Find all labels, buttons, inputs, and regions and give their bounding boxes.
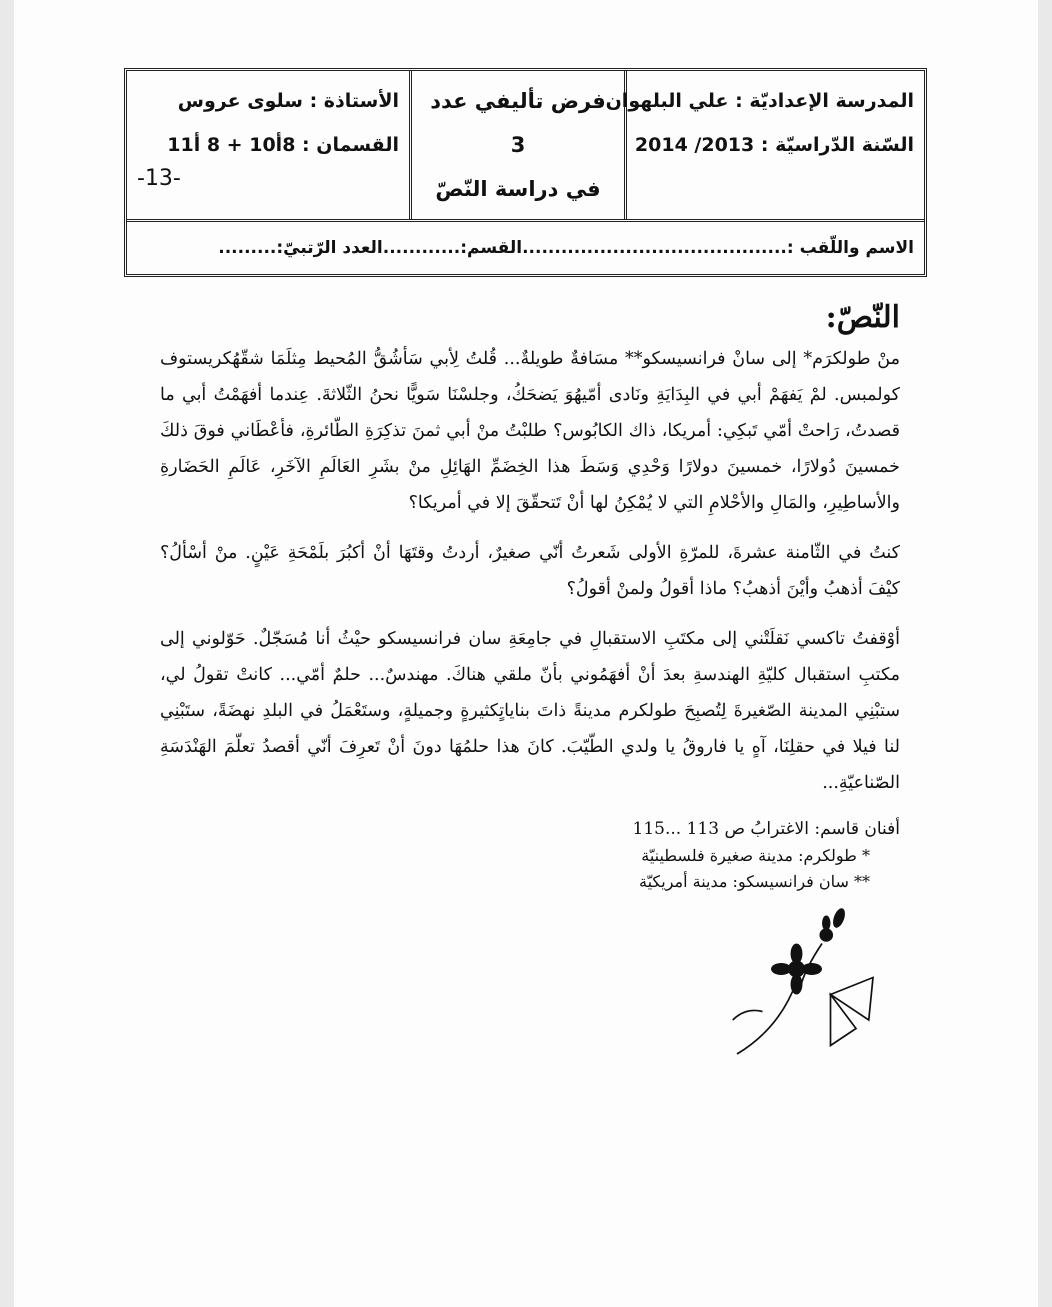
paragraph: منْ طولكرَم* إلى سانْ فرانسيسكو** مسَافةٌ طويلةٌ... قُلتُ لِأبي سَأشُقُّ المُحيط مِثلَمَا شقّهُكريستوف كولمبس. لمْ يَفهَمْ أبي في البِدَايَةِ ونَادى أمّيهُوَ يَضحَكُ، وجلسْنَا سَويًّا نحنُ الثّلاثةَ. عِندما أفهَمْتُ أبي ما قصدتُ، رَاحتْ أمّي تَبكِي: أمريكا، ذاك الكابُوس؟ طلبْتُ منْ أبي ثمنَ تذكِرَةِ الطّائرةِ، فأعْطَاني فوقَ ذلكَ خمسينَ دُولارًا، خمسينَ دولارًا وَحْدِي وَسَطَ هذا الخِضَمِّ الهَائِلِ منْ بشَرِ العَالَمِ الآخَرِ، عَالَمِ الحَضَارةِ والأساطِيرِ، والمَالِ والأحْلامِ التي لا يُمْكِنُ لها أنْ تَتحقّقَ إلا في أمريكا؟ <box>160 349 900 513</box>
flower-butterfly-icon <box>720 901 890 1071</box>
teacher-info <box>127 71 409 219</box>
school-name: المدرسة الإعداديّة : علي البلهوان <box>605 90 914 112</box>
exam-header <box>124 68 927 277</box>
exam-info <box>409 71 624 219</box>
flower-area <box>160 901 900 1071</box>
student-info-line: الاسم واللّقب :.........................................القسم:............العدد الرّتبيّ:......... <box>218 238 914 258</box>
teacher-name: الأستاذة : سلوى عروس <box>177 90 399 112</box>
classes: القسمان : 8أ10 + 8 أ11 <box>167 134 399 156</box>
text-title: النّصّ: <box>825 300 900 335</box>
source-citation: أفنان قاسم: الاغترابُ ص 113 ...115 <box>632 819 900 839</box>
exam-title: فرض تأليفي عدد 3 <box>430 89 606 157</box>
scan-edge <box>0 0 14 1307</box>
school-year: السّنة الدّراسيّة : 2013/ 2014 <box>634 134 914 156</box>
footnotes <box>160 843 870 895</box>
school-info <box>605 71 924 219</box>
paragraph: أوْقفتُ تاكسي نَقلَتْني إلى مكتَبِ الاستقبالِ في جامِعَةِ سان فرانسيسكو حيْثُ أنا مُسَجّلٌ. حَوّلوني إلى مكتبِ استقبال كليّةِ الهندسةِ بعدَ أنْ أفهَمُوني بأنّ ملقي هناكَ. مهندسٌ... حلمٌ أمّي... كانتْ تقولُ لي، ستبْنِي المدينة الصّغيرةَ لِتُصبِحَ طولكرم مدينةً ذاتَ بناياتٍكثيرةٍ وجميلةٍ، وستَعْمَلُ في البلدِ نهضَةً، ستَبْنِي لنا فيلا في حقلِنَا، آهٍ يا فاروقُ يا ولدي الطّيّبَ. كانَ هذا حلمُهَا دونَ أنْ تَعرِفَ أنّي أقصدُ تعلّمَ الهَنْدَسَةِ الصّناعيّةِ... <box>160 629 900 793</box>
scan-edge <box>1038 0 1052 1307</box>
handwritten-mark: -13- <box>137 166 181 191</box>
text-body <box>160 300 900 1071</box>
footnote: * طولكرم: مدينة صغيرة فلسطينيّة <box>641 846 870 865</box>
exam-subject: في دراسة النّصّ <box>435 177 601 201</box>
paragraph: كنتُ في الثّامنة عشرةَ، للمرّةِ الأولى شَعرتُ أنّي صغيرٌ، أردتُ وقتَهَا أنْ أكبُرَ بلَمْحَةِ عَيْنٍ. منْ أسْألُ؟ كيْفَ أذهبُ وأيْنَ أذهبُ؟ ماذا أقولُ ولمنْ أقولُ؟ <box>160 543 900 599</box>
footnote: ** سان فرانسيسكو: مدينة أمريكيّة <box>639 872 870 891</box>
